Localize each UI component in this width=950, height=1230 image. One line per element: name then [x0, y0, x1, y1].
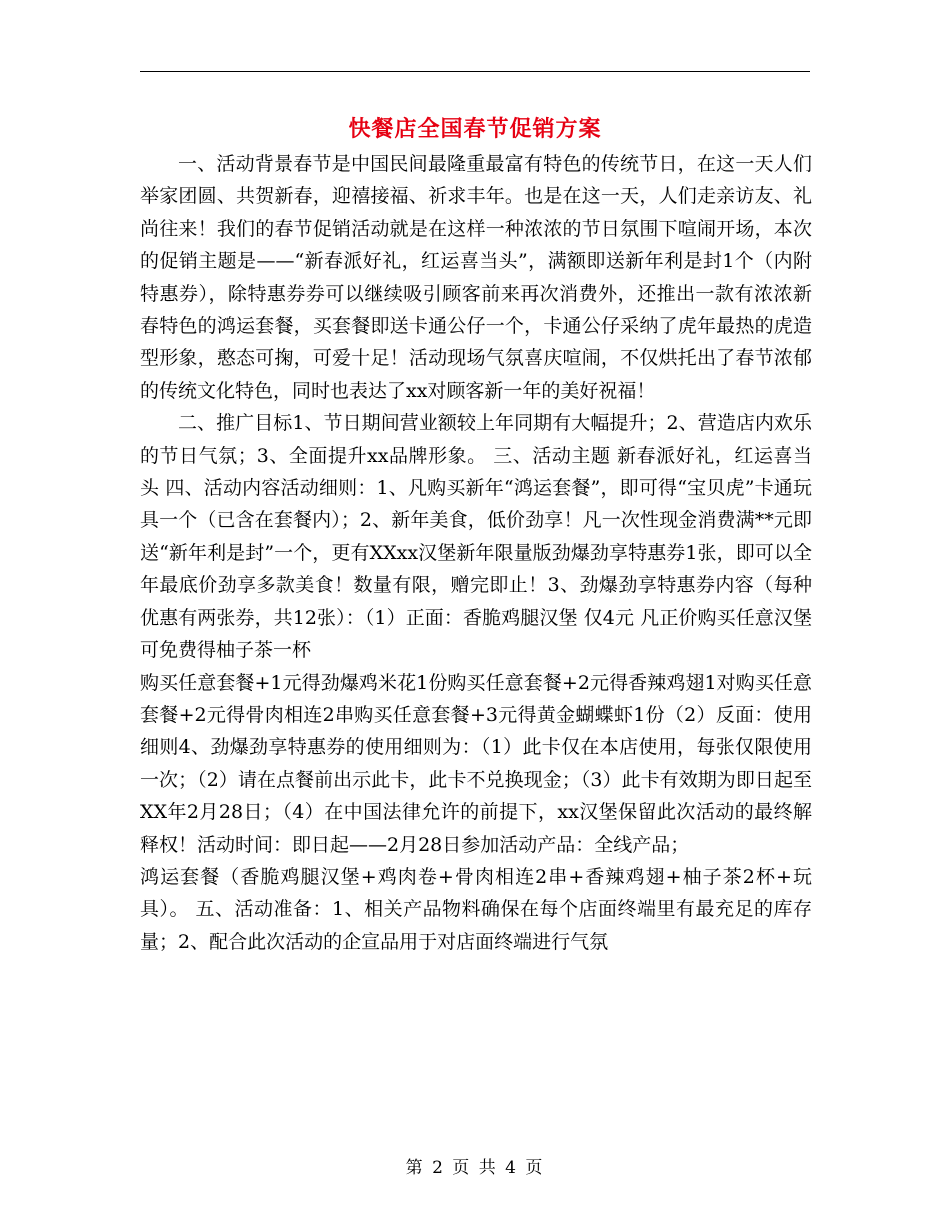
page-number: 第 2 页 共 4 页	[405, 1158, 545, 1178]
header-rule	[140, 71, 810, 72]
paragraph-background: 一、活动背景春节是中国民间最隆重最富有特色的传统节日，在这一天人们举家团圆、共贺新春，迎禧接福、祈求丰年。也是在这一天，人们走亲访友、礼尚往来！我们的春节促销活动就是在这样一种浓浓的节日氛围下喧闹开场，本次的促销主题是——“新春派好礼，红运喜当头”，满额即送新年利是封1个（内附特惠券），除特惠券券可以继续吸引顾客前来再次消费外，还推出一款有浓浓新春特色的鸿运套餐，买套餐即送卡通公仔一个，卡通公仔采纳了虎年最热的虎造型形象，憨态可掬，可爱十足！活动现场气氛喜庆喧闹，不仅烘托出了春节浓郁的传统文化特色，同时也表达了xx对顾客新一年的美好祝福！	[140, 153, 812, 402]
document-title: 快餐店全国春节促销方案	[348, 117, 602, 142]
paragraph-coupon-rules: 购买任意套餐+1元得劲爆鸡米花1份购买任意套餐+2元得香辣鸡翅1对购买任意套餐+2元得骨肉相连2串购买任意套餐+3元得黄金蝴蝶虾1份（2）反面：使用细则4、劲爆劲享特惠券的使用细则为：（1）此卡仅在本店使用，每张仅限使用一次；（2）请在点餐前出示此卡，此卡不兑换现金；（3）此卡有效期为即日起至XX年2月28日；（4）在中国法律允许的前提下，xx汉堡保留此次活动的最终解释权！活动时间：即日起——2月28日参加活动产品：全线产品；	[140, 671, 812, 856]
paragraph-preparation: 鸿运套餐（香脆鸡腿汉堡+鸡肉卷+骨肉相连2串+香辣鸡翅+柚子茶2杯+玩具）。 五、活动准备：1、相关产品物料确保在每个店面终端里有最充足的库存量；2、配合此次活动的企宣品用于对店面终端进行气氛	[140, 865, 812, 953]
document-body	[140, 148, 812, 958]
paragraph-goals-content: 二、推广目标1、节日期间营业额较上年同期有大幅提升；2、营造店内欢乐的节日气氛；3、全面提升xx品牌形象。 三、活动主题 新春派好礼，红运喜当头 四、活动内容活动细则：1、凡购买新年“鸿运套餐”，即可得“宝贝虎”卡通玩具一个（已含在套餐内）；2、新年美食，低价劲享！凡一次性现金消费满**元即送“新年利是封”一个，更有XXxx汉堡新年限量版劲爆劲享特惠券1张，即可以全年最底价劲享多款美食！数量有限，赠完即止！3、劲爆劲享特惠券内容（每种优惠有两张券，共12张）：（1）正面：香脆鸡腿汉堡 仅4元 凡正价购买任意汉堡可免费得柚子茶一杯	[140, 412, 812, 662]
